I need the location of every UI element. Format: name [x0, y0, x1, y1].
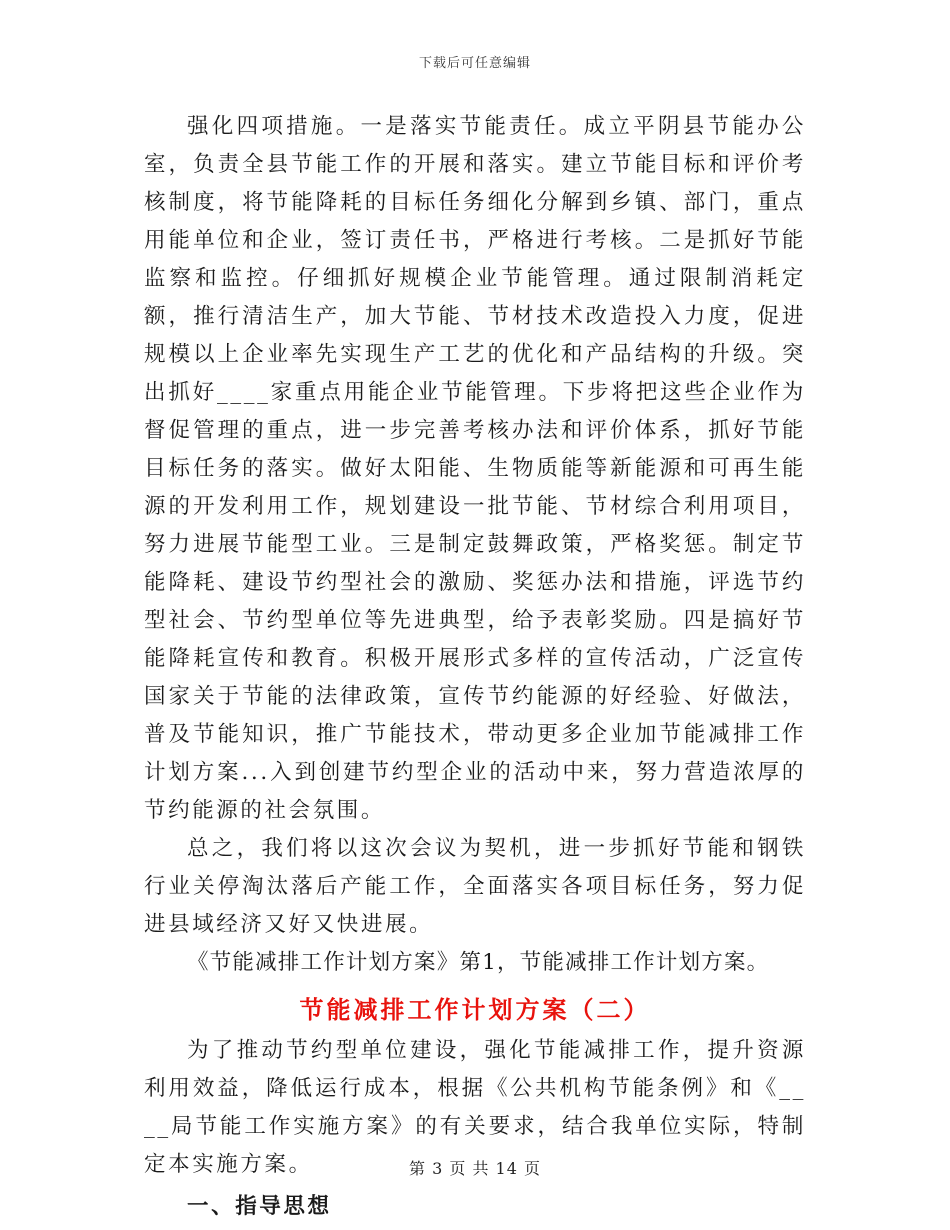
paragraph-conclusion: 总之，我们将以这次会议为契机，进一步抓好节能和钢铁行业关停淘汰落后产能工作，全面落实各项目标任务，努力促进县域经济又好又快进展。 [144, 836, 806, 937]
source-note: 《节能减排工作计划方案》第1，节能减排工作计划方案。 [187, 950, 770, 975]
section-title: 节能减排工作计划方案（二） [299, 996, 651, 1024]
page-header: 下载后可任意编辑 [418, 56, 531, 71]
section-heading-guiding-ideology: 一、指导思想 [187, 1194, 332, 1219]
paragraph-measures: 强化四项措施。一是落实节能责任。成立平阴县节能办公室，负责全县节能工作的开展和落实。建立节能目标和评价考核制度，将节能降耗的目标任务细化分解到乡镇、部门，重点用能单位和企业，签订责任书，严格进行考核。二是抓好节能监察和监控。仔细抓好规模企业节能管理。通过限制消耗定额，推行清洁生产，加大节能、节材技术改造投入力度，促进规模以上企业率先实现生产工艺的优化和产品结构的升级。突出抓好____家重点用能企业节能管理。下步将把这些企业作为督促管理的重点，进一步完善考核办法和评价体系，抓好节能目标任务的落实。做好太阳能、生物质能等新能源和可再生能源的开发利用工作，规划建设一批节能、节材综合利用项目，努力进展节能型工业。三是制定鼓舞政策，严格奖惩。制定节能降耗、建设节约型社会的激励、奖惩办法和措施，评选节约型社会、节约型单位等先进典型，给予表彰奖励。四是搞好节能降耗宣传和教育。积极开展形式多样的宣传活动，广泛宣传国家关于节能的法律政策，宣传节约能源的好经验、好做法，普及节能知识，推广节能技术，带动更多企业加节能减排工作计划方案...入到创建节约型企业的活动中来，努力营造浓厚的节约能源的社会氛围。 [144, 114, 806, 823]
paragraph-introduction: 为了推动节约型单位建设，强化节能减排工作，提升资源利用效益，降低运行成本，根据《公共机构节能条例》和《____局节能工作实施方案》的有关要求，结合我单位实际，特制定本实施方案。 [144, 1038, 806, 1177]
document-body [144, 108, 806, 1226]
page-number: 第 3 页 共 14 页 [409, 1159, 541, 1178]
